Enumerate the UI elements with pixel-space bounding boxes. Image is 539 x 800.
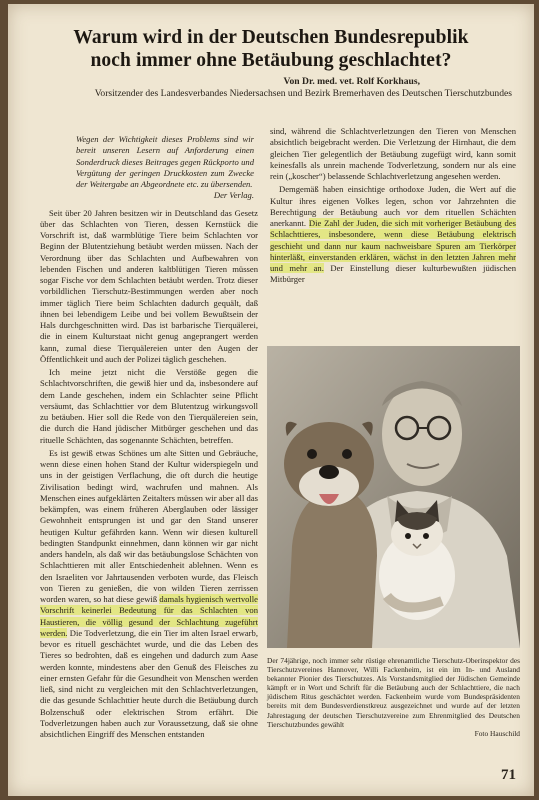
byline	[48, 76, 512, 100]
article-photo	[267, 346, 520, 648]
left-column	[40, 134, 258, 740]
photo-credit: Foto Hauschild	[474, 728, 520, 738]
paragraph-1: Seit über 20 Jahren besitzen wir in Deutschland das Gesetz über das Schlachten von Tieren, dessen Kernstück die Vorschrift ist, daß warmblütige Tiere beim Schlachten vor Beginn der Blutentziehung betäubt werden müssen. Nach der Verordnung über das Schlachten und Aufbewahren von lebenden Fischen und anderen kaltblütigen Tieren müssen sogar Fische vor dem Schlachten betäubt werden. Trotz dieser vorbildlichen Tierschutz-Bestimmungen werden aber noch immer täglich Tiere beim Schlachten dadurch gequält, daß ihnen bei lebendigem Leibe und bei vollem Bewußtsein der Hals durchgeschnitten wird. Das ist barbarische Tierquälerei, die in einem Kulturstaat nicht genug angeprangert werden kann, zumal diese Tierquälereien unter den Augen der Öffentlichkeit und auch der Polizei täglich geschehen.	[40, 207, 258, 364]
dog-figure	[284, 422, 377, 648]
right-column	[270, 126, 516, 286]
photo-caption	[267, 656, 520, 738]
author-role: Vorsitzender des Landesverbandes Niedersachsen und Bezirk Bremerhaven des Deutschen Tierschutzbundes	[94, 88, 512, 99]
title-line-2: noch immer ohne Betäubung geschlachtet?	[90, 50, 452, 71]
paragraph-3-end: Die Todverletzung, die ein Tier im alten Israel erwarb, bevor es rituell geschächtet wurde, und die das Leben des Tieres so bedrohten, daß es eingehen und dadurch zum Aase werden konnte, mindestens aber den Genuß des Fleisches zu einer ernsten Gefahr für die Gesundheit von Menschen werden ließ, sind nicht zu vergleichen mit den Schlachtverletzungen, die das gesunde Schlachttier heute durch die Betäubung durch Bolzenschuß oder elektrischen Strom erfährt. Die Todverletzungen haben auch zur Voraussetzung, daß sie ohne absichtlichen Eingriff des Menschen entstanden	[40, 627, 258, 739]
highlighted-passage-right: Die Zahl der Juden, die sich mit vorheriger Betäubung des Schlachttieres, insbesondere, wenn diese Betäubung elektrisch geschieht und dann nur kaum nachweisbare Spuren am Tierkörper hinterläßt, einverstanden erklären, wächst in den letzten Jahren mehr und mehr an.	[270, 218, 516, 273]
paragraph-3	[40, 448, 258, 741]
paragraph-2: Ich meine jetzt nicht die Verstöße gegen die Schlachtvorschriften, die gewiß hier und da, insbesondere auf dem Lande geschehen, indem ein Schlachter seine Pflicht versäumt, das Schlachttier vor dem Blutentzug wirkungsvoll zu betäuben. Hier soll die Rede von den Tierquälereien sein, die durch die Hand jüdischer Mitbürger geschehen und das rituelle Schächten, das sogenannte Schächten, betreffen.	[40, 367, 258, 445]
magazine-page	[8, 4, 534, 796]
caption-text: Der 74jährige, noch immer sehr rüstige ehrenamtliche Tierschutz-Oberinspektor des Tierschutzvereines Hannover, Willi Fackenheim, ist ein im In- und Ausland bekannter Pionier des Tierschutzes. Als Vorstandsmitglied der Jüdischen Gemeinde kämpft er in Wort und Schrift für die Betäubung auch der Schlachttiere, die nach jüdischem Ritus geschächtet werden. Fackenheim wurde vom Bundespräsidenten bereits mit dem Bundesverdienstkreuz ausgezeichnet und wurde auf der letzten Jahrestagung der deutschen Tierschutzvereine zum Ehrenmitglied des Deutschen Tierschutzbundes gewählt	[267, 656, 520, 729]
paragraph-5	[270, 184, 516, 285]
page-number: 71	[501, 767, 516, 783]
editor-signature: Der Verlag.	[213, 190, 254, 201]
title-line-1: Warum wird in der Deutschen Bundesrepublik	[73, 27, 469, 48]
paragraph-3-start: Es ist gewiß etwas Schönes um alte Sitten und Gebräuche, wenn diese einen hohen Stand der Kultur widerspiegeln und uns in der geistigen Verflachung, die oft durch die heutige Zivilisation bedingt wird, wachrufen und mahnen. Als Menschen eines aufgeklärten Zeitalters müssen wir aber all das bekämpfen, was einem früheren Aberglauben oder lässiger Gewohnheit entsprungen ist und gar den Stand unserer heutigen Kultur gefährden kann. Wenn wir diesen kulturell bedingten Standpunkt einnehmen, dann können wir gar nicht anders handeln, als daß wir das betäubungslose Schächten von Schlachttieren mit aller Entschiedenheit ablehnen. Wenn es den Israeliten vor Jahrtausenden verboten wurde, das Fleisch von Tieren zu genießen, die von wilden Tieren zerrissen worden waren, so hat diese gewiß	[40, 447, 258, 604]
highlighted-passage-left: damals hygienisch wertvolle Vorschrift keinerlei Bedeutung für das Schlachten von Haustieren, die völlig gesund der Schlachtung zugeführt werden.	[40, 594, 258, 638]
paragraph-5-start: Demgemäß haben einsichtige orthodoxe Juden, die Wert auf die Kultur ihres eigenen Volkes legen, schon vor Jahrzehnten die Berechtigung der Betäubung auch vor dem rituellen Schächten anerkannt.	[270, 184, 516, 228]
editor-note	[76, 134, 254, 202]
article-title	[26, 26, 516, 72]
editor-note-text: Wegen der Wichtigkeit dieses Problems sind wir bereit unseren Lesern auf Anforderung einen Sonderdruck dieses Beitrages gegen Rückporto und Vergütung der geringen Druckkosten zum Zwecke der Weitergabe an Abgeordnete etc. zu übersenden.	[76, 134, 254, 189]
paragraph-5-end: Der Einstellung dieser kulturbewußten jüdischen Mitbürger	[270, 263, 516, 285]
author-name: Von Dr. med. vet. Rolf Korkhaus,	[283, 76, 420, 87]
paragraph-4: sind, während die Schlachtverletzungen den Tieren von Menschen absichtlich beigebracht werden. Die Verletzung der Hirnhaut, die dem gleichen Tier gelegentlich der Betäubung zugefügt wird, kann somit keinesfalls als unrein machende Todverletzung, sondern nur als eine rein („koscher“) belassende Schlachtverletzung angesehen werden.	[270, 126, 516, 181]
photo-illustration	[267, 346, 520, 648]
